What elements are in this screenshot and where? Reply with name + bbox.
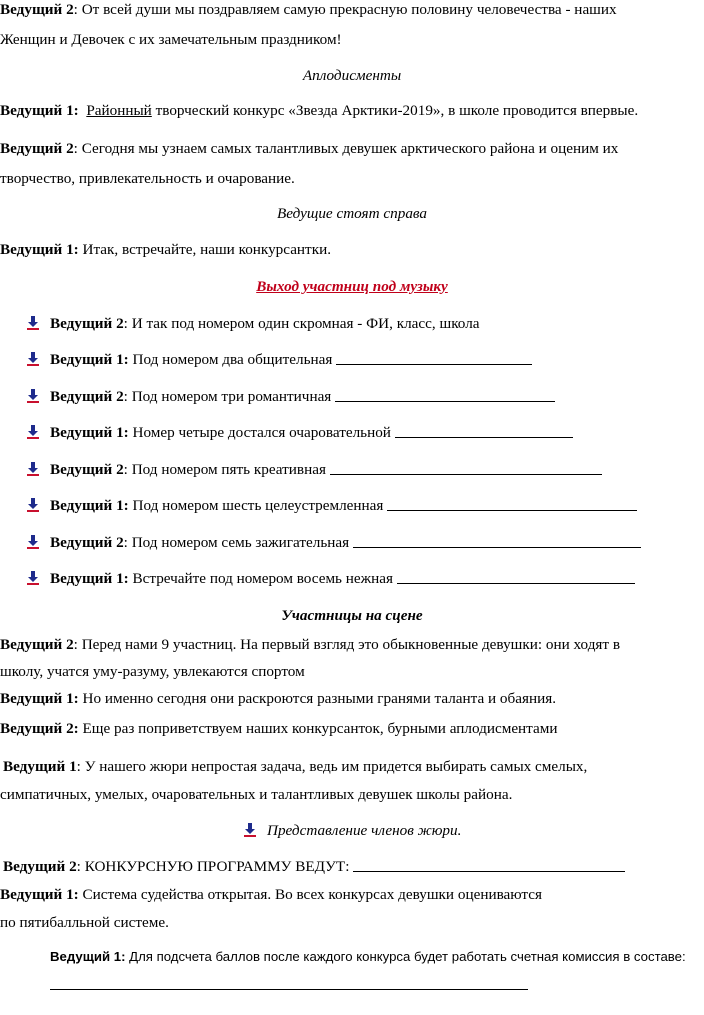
speaker-label: Ведущий 2: [0, 140, 74, 157]
paragraph-text: : КОНКУРСНУЮ ПРОГРАММУ ВЕДУТ:: [76, 858, 350, 875]
speaker-label: Ведущий 1: [3, 758, 77, 775]
speaker-label: Ведущий 1:: [50, 497, 129, 514]
paragraph-hosts: [3, 857, 625, 877]
list-item: [26, 460, 602, 480]
fill-in-blank: [387, 496, 637, 511]
stage-direction-jury: Представление членов жюри.: [243, 821, 461, 841]
speaker-label: Ведущий 1:: [0, 690, 79, 707]
arrow-bullet-icon: [243, 823, 257, 837]
underlined-word: Районный: [86, 102, 152, 119]
speaker-label: Ведущий 1:: [50, 424, 129, 441]
list-item: [26, 423, 573, 443]
arrow-bullet-icon: [26, 462, 40, 476]
arrow-bullet-icon: [26, 571, 40, 585]
paragraph-jury-task-line2: симпатичных, умелых, очаровательных и талантливых девушек школы района.: [0, 786, 513, 803]
paragraph-text: : От всей души мы поздравляем самую прекрасную половину человечества - наших: [73, 1, 617, 18]
paragraph-text: Система судейства открытая. Во всех конкурсах девушки оцениваются: [78, 886, 542, 903]
list-item-text: Номер четыре достался очаровательной: [128, 424, 391, 441]
stage-direction-applause: Аплодисменты: [302, 67, 402, 84]
fill-in-blank: [336, 350, 532, 365]
paragraph-talent: [0, 689, 556, 709]
speaker-label: Ведущий 1:: [0, 102, 79, 119]
paragraph-text: Итак, встречайте, наши конкурсантки.: [78, 241, 332, 258]
speaker-label: Ведущий 1:: [50, 570, 129, 587]
list-item: [26, 387, 555, 407]
paragraph-text: : У нашего жюри непростая задача, ведь им придется выбирать самых смелых,: [76, 758, 588, 775]
arrow-bullet-icon: [26, 535, 40, 549]
paragraph-counting-commission: [50, 947, 686, 967]
fill-in-blank: [335, 387, 555, 402]
list-item: [26, 533, 641, 553]
list-item-text: : И так под номером один скромная - ФИ, класс, школа: [123, 315, 480, 332]
paragraph-participants-line1: [0, 635, 620, 655]
list-item-text: Под номером два общительная: [128, 351, 333, 368]
fill-in-blank: [353, 857, 625, 872]
jury-text: Представление членов жюри: [267, 822, 458, 839]
paragraph-scoring-line1: [0, 885, 542, 905]
speaker-label: Ведущий 2: [0, 1, 74, 18]
arrow-bullet-icon: [26, 425, 40, 439]
paragraph-jury-task-line1: [3, 757, 587, 777]
speaker-label: Ведущий 2:: [0, 720, 79, 737]
fill-in-blank: [330, 460, 602, 475]
paragraph-welcome: [0, 240, 331, 260]
section-title-exit: Выход участниц под музыку: [256, 278, 448, 295]
speaker-label: Ведущий 2: [50, 534, 124, 551]
paragraph-greeting-line1: [0, 0, 617, 20]
paragraph-text: творческий конкурс «Звезда Арктики-2019», в школе проводится впервые.: [151, 102, 639, 119]
paragraph-greeting-line2: Женщин и Девочек с их замечательным праздником!: [0, 31, 342, 48]
speaker-label: Ведущий 2: [50, 461, 124, 478]
list-item: [26, 496, 637, 516]
paragraph-text: : Перед нами 9 участниц. На первый взгляд это обыкновенные девушки: они ходят в: [73, 636, 621, 653]
list-item: [26, 569, 635, 589]
paragraph-participants-line2: школу, учатся уму-разуму, увлекаются спортом: [0, 663, 305, 680]
paragraph-today-line1: [0, 139, 618, 159]
arrow-bullet-icon: [26, 316, 40, 330]
list-item-text: Под номером шесть целеустремленная: [128, 497, 384, 514]
speaker-label: Ведущий 1:: [0, 241, 79, 258]
fill-in-blank: [395, 423, 573, 438]
speaker-label: Ведущий 1:: [50, 351, 129, 368]
paragraph-text: Для подсчета баллов после каждого конкурса будет работать счетная комиссия в составе:: [125, 949, 686, 964]
section-title-stage: Участницы на сцене: [281, 607, 423, 624]
fill-in-blank: [397, 569, 635, 584]
list-item: [26, 350, 532, 370]
stage-direction-hosts: Ведущие стоят справа: [277, 205, 427, 222]
paragraph-today-line2: творчество, привлекательность и очарование.: [0, 170, 295, 187]
speaker-label: Ведущий 1:: [50, 949, 126, 964]
arrow-bullet-icon: [26, 498, 40, 512]
list-item-text: : Под номером пять креативная: [123, 461, 326, 478]
list-item-text: : Под номером семь зажигательная: [123, 534, 350, 551]
fill-in-blank: [353, 533, 641, 548]
fill-in-rule: [50, 989, 528, 990]
speaker-label: Ведущий 2: [0, 636, 74, 653]
list-item-text: : Под номером три романтичная: [123, 388, 332, 405]
speaker-label: Ведущий 2: [50, 315, 124, 332]
speaker-label: Ведущий 2: [3, 858, 77, 875]
paragraph-greet-again: [0, 719, 558, 739]
paragraph-scoring-line2: по пятибалльной системе.: [0, 914, 169, 931]
speaker-label: Ведущий 1:: [0, 886, 79, 903]
speaker-label: Ведущий 2: [50, 388, 124, 405]
arrow-bullet-icon: [26, 352, 40, 366]
paragraph-text: : Сегодня мы узнаем самых талантливых девушек арктического района и оценим их: [73, 140, 619, 157]
paragraph-contest-intro: [0, 101, 638, 121]
paragraph-text: Но именно сегодня они раскроются разными гранями таланта и обаяния.: [78, 690, 557, 707]
paragraph-text: Еще раз поприветствуем наших конкурсанток, бурными аплодисментами: [78, 720, 558, 737]
list-item: [26, 314, 480, 334]
arrow-bullet-icon: [26, 389, 40, 403]
list-item-text: Встречайте под номером восемь нежная: [128, 570, 394, 587]
